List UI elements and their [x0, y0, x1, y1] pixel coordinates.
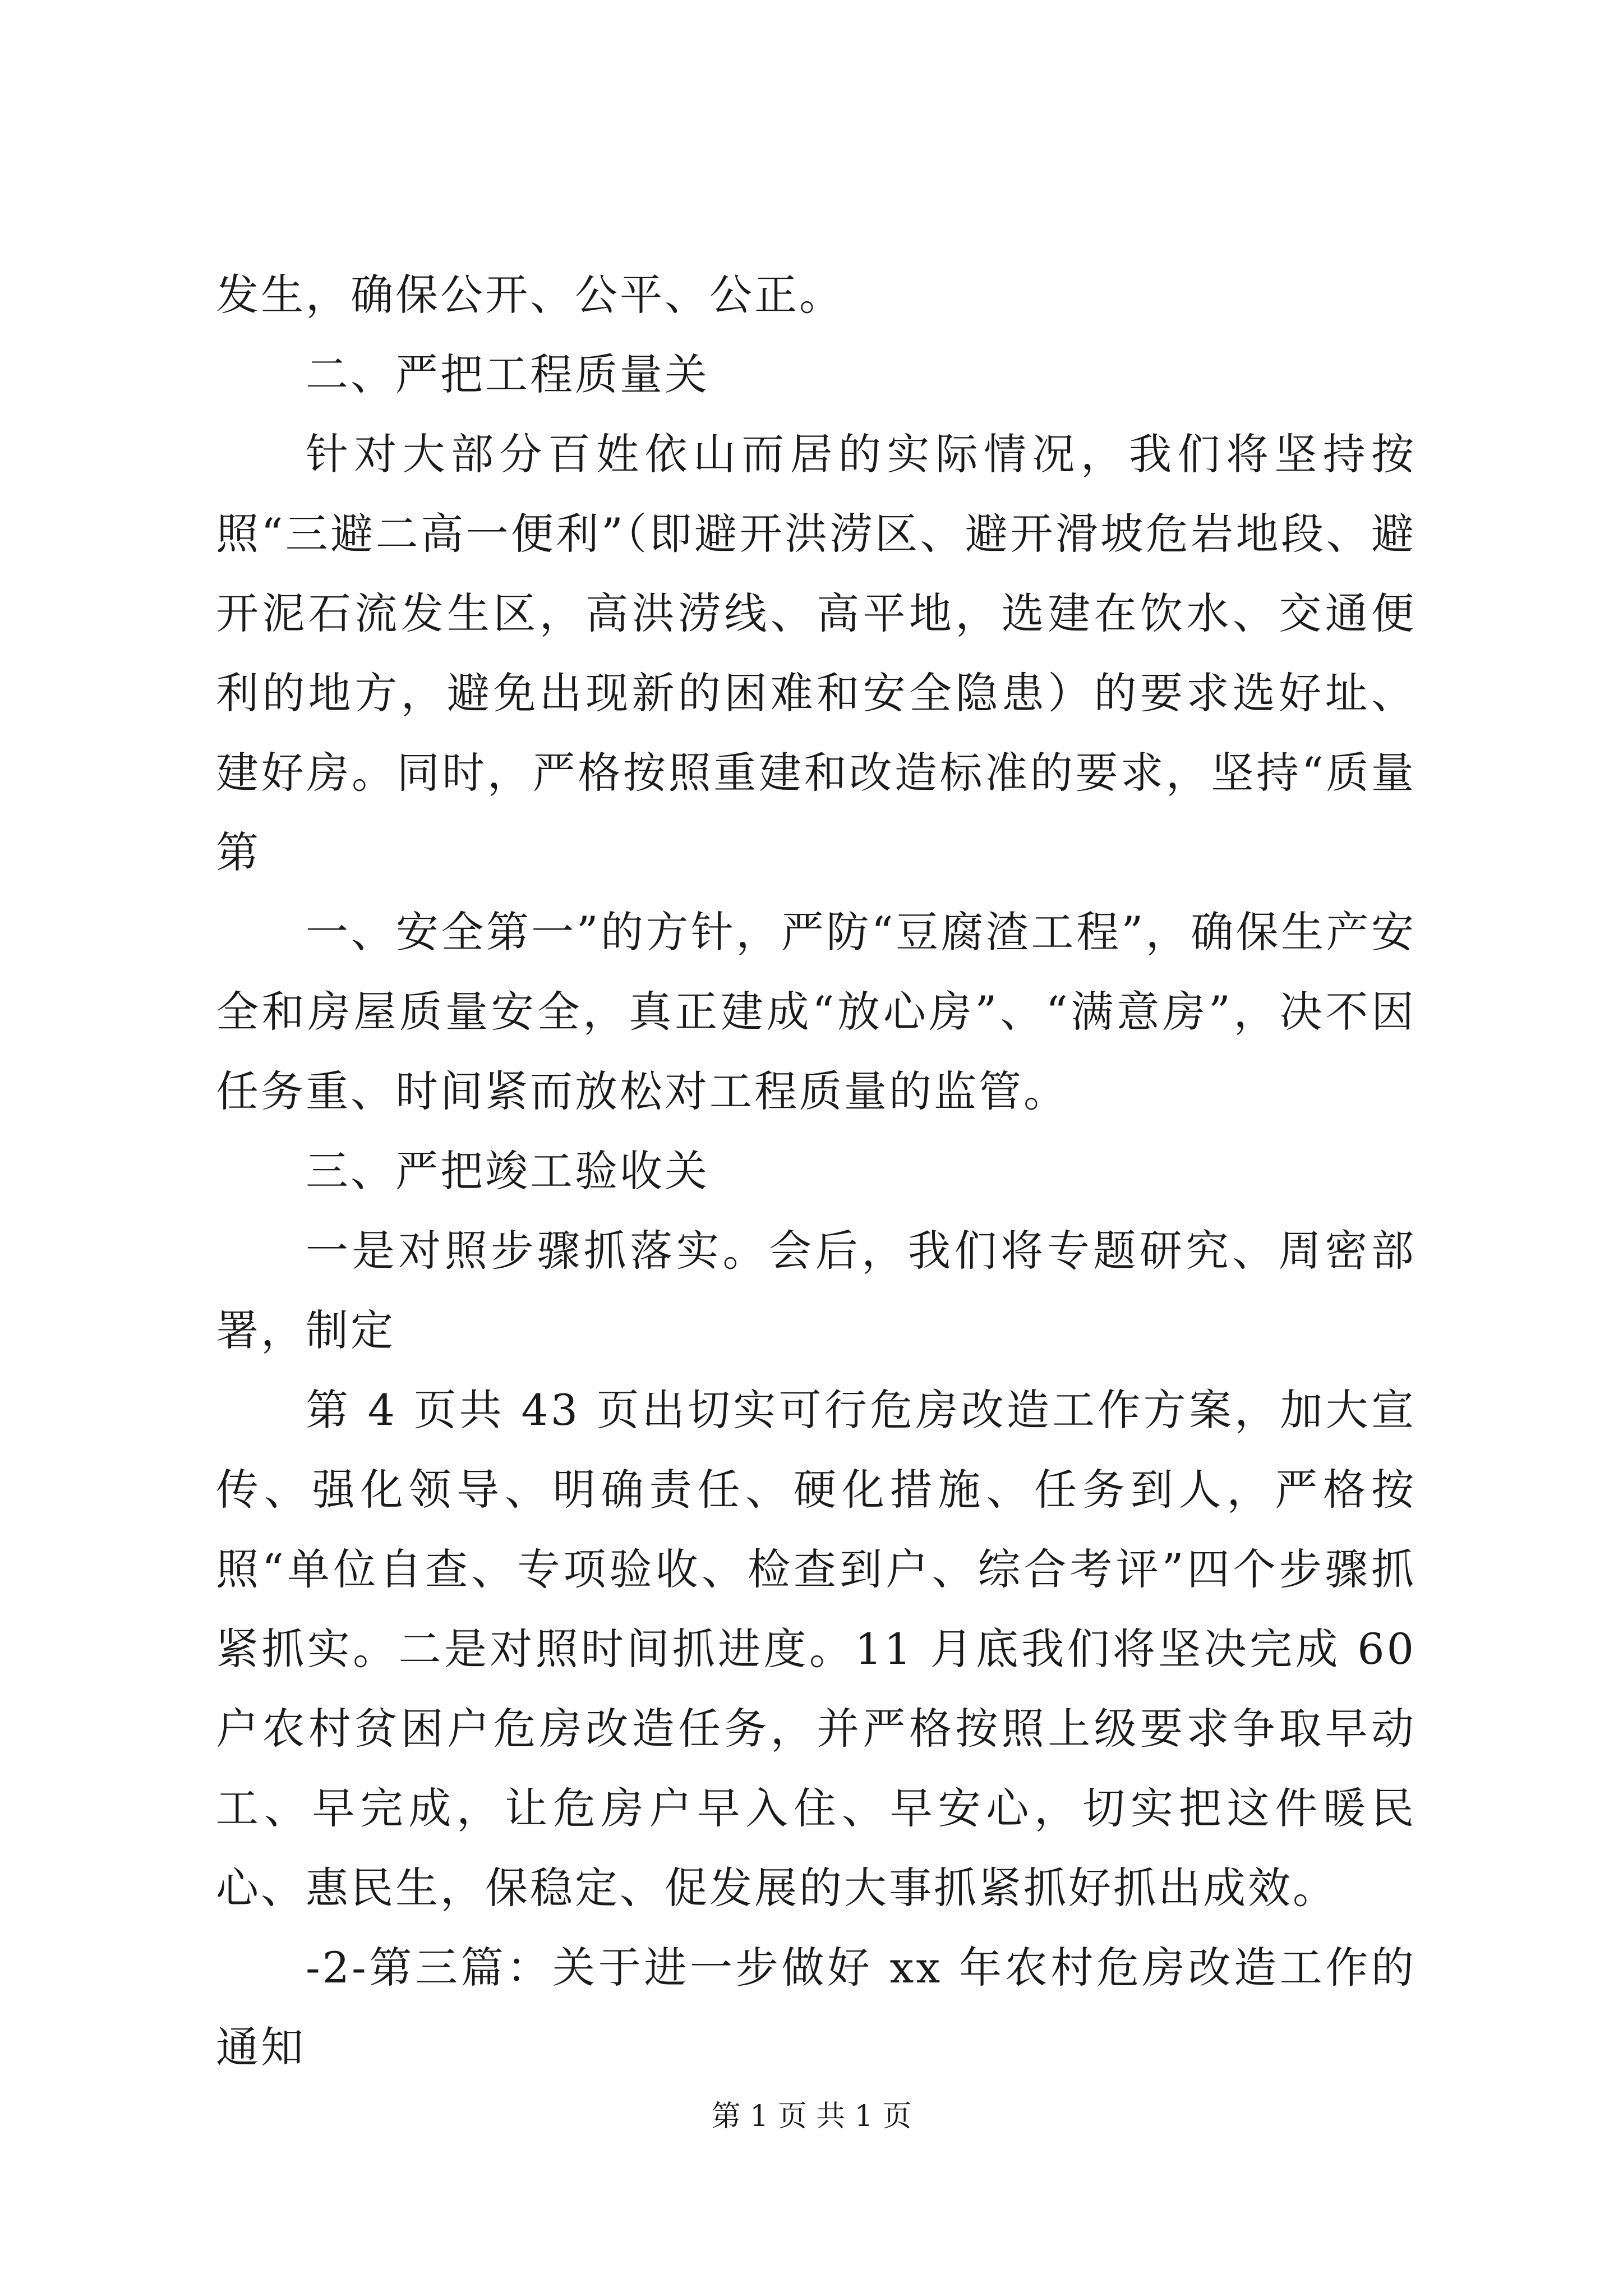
paragraph: 第 4 页共 43 页出切实可行危房改造工作方案，加大宣传、强化领导、明确责任、硬化措施、任务到人，严格按照“单位自查、专项验收、检查到户、综合考评”四个步骤抓紧抓实。二是对照时间抓进度。11 月底我们将坚决完成 60 户农村贫困户危房改造任务，并严格按照上级要求争取早动工、早完成，让危房户早入住、早安心，切实把这件暖民心、惠民生，保稳定、促发展的大事抓紧抓好抓出成效。	[216, 1385, 1416, 1913]
section-heading-acceptance: 三、严把竣工验收关	[306, 1146, 709, 1196]
paragraph: -2-第三篇：关于进一步做好 xx 年农村危房改造工作的通知	[216, 1943, 1416, 2072]
paragraph: 针对大部分百姓依山而居的实际情况，我们将坚持按照“三避二高一便利”（即避开洪涝区、避开滑坡危岩地段、避开泥石流发生区，高洪涝线、高平地，选建在饮水、交通便利的地方，避免出现新的困难和安全隐患）的要求选好址、建好房。同时，严格按照重建和改造标准的要求，坚持“质量第	[216, 429, 1416, 877]
paragraph: 发生，确保公开、公平、公正。	[216, 270, 844, 320]
page-footer: 第 1 页 共 1 页	[711, 2100, 912, 2133]
paragraph: 一、安全第一”的方针，严防“豆腐渣工程”，确保生产安全和房屋质量安全，真正建成“放心房”、“满意房”，决不因任务重、时间紧而放松对工程质量的监管。	[216, 907, 1416, 1116]
section-heading-quality: 二、严把工程质量关	[306, 349, 709, 399]
paragraph: 一是对照步骤抓落实。会后，我们将专题研究、周密部署，制定	[216, 1226, 1416, 1355]
document-body	[216, 255, 1416, 2087]
